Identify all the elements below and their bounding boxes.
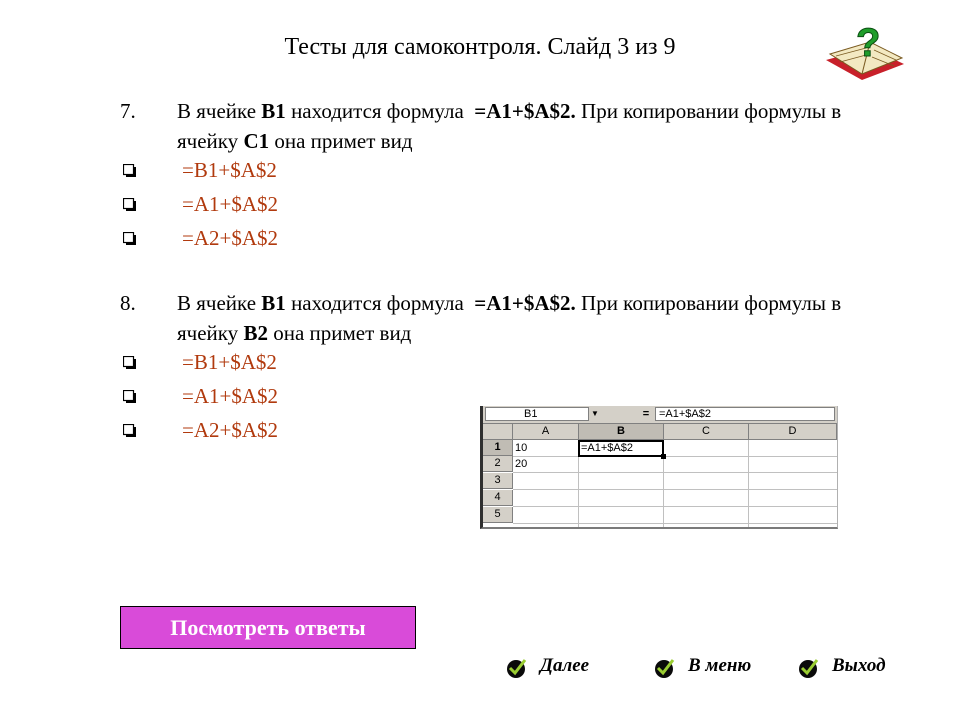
check-circle-icon — [506, 657, 528, 679]
book-question-icon — [822, 20, 914, 88]
grid-line — [513, 456, 837, 457]
answer-option-label: =A2+$A$2 — [182, 418, 279, 442]
menu-label: В меню — [688, 655, 752, 676]
column-header-c: C — [664, 424, 749, 440]
row-header-2: 2 — [483, 456, 513, 472]
question-text — [177, 96, 897, 156]
fill-handle — [661, 454, 666, 459]
question-number: 8. — [120, 291, 136, 315]
cell-a2: 20 — [515, 458, 528, 470]
checkbox-icon[interactable] — [123, 164, 136, 177]
question-text-part: При копировании формулы в ячейку — [177, 291, 847, 345]
grid-line — [513, 472, 837, 473]
cell-a1: 10 — [515, 442, 528, 454]
formula-field: =A1+$A$2 — [655, 407, 835, 421]
cell-b1-value: =A1+$A$2 — [581, 442, 633, 454]
checkbox-icon[interactable] — [123, 356, 136, 369]
question-text-part: В ячейке — [177, 291, 262, 315]
checkbox-icon[interactable] — [123, 232, 136, 245]
checkbox-icon[interactable] — [123, 198, 136, 211]
answer-option-label: =B1+$A$2 — [182, 158, 277, 182]
svg-text:?: ? — [856, 21, 881, 65]
grid-line — [513, 489, 837, 490]
question-text-bold: B1 — [261, 99, 286, 123]
exit-label: Выход — [832, 655, 886, 676]
column-header-d: D — [749, 424, 837, 440]
next-label: Далее — [540, 655, 590, 676]
spreadsheet-preview — [480, 406, 838, 529]
answer-option-label: =A1+$A$2 — [182, 192, 279, 216]
chevron-down-icon: ▼ — [591, 409, 599, 418]
name-box: B1 — [485, 407, 589, 421]
equals-sign: = — [642, 408, 650, 420]
grid-line — [513, 523, 837, 524]
question-number: 7. — [120, 99, 136, 123]
answer-option-label: =B1+$A$2 — [182, 350, 277, 374]
slide-title: Тесты для самоконтроля. Слайд 3 из 9 — [284, 34, 676, 60]
answer-option-label: =A2+$A$2 — [182, 226, 279, 250]
question-text — [177, 288, 897, 348]
question-text-part: находится формула — [285, 291, 475, 315]
question-text-bold: B1 — [261, 291, 286, 315]
formula-bar — [483, 406, 837, 424]
question-text-bold: =A1+$A$2. — [474, 99, 576, 123]
grid-line — [513, 506, 837, 507]
checkbox-icon[interactable] — [123, 390, 136, 403]
question-text-bold: =A1+$A$2. — [474, 291, 576, 315]
check-circle-icon — [798, 657, 820, 679]
question-text-part: При копировании формулы в ячейку — [177, 99, 847, 153]
grid-line — [748, 440, 749, 527]
question-text-bold: C1 — [243, 129, 270, 153]
show-answers-button[interactable]: Посмотреть ответы — [120, 606, 416, 649]
corner-header — [483, 424, 513, 440]
column-header-a: A — [513, 424, 579, 440]
row-header-1: 1 — [483, 440, 513, 456]
row-header-4: 4 — [483, 490, 513, 506]
active-cell-b1 — [578, 440, 664, 457]
check-circle-icon — [654, 657, 676, 679]
question-text-part: находится формула — [285, 99, 475, 123]
column-header-b: B — [579, 424, 664, 440]
question-text-bold: B2 — [243, 321, 268, 345]
question-text-part: она примет вид — [269, 129, 413, 153]
question-text-part: она примет вид — [267, 321, 412, 345]
question-text-part: В ячейке — [177, 99, 262, 123]
answer-option-label: =A1+$A$2 — [182, 384, 279, 408]
row-header-3: 3 — [483, 473, 513, 489]
checkbox-icon[interactable] — [123, 424, 136, 437]
row-header-5: 5 — [483, 507, 513, 523]
